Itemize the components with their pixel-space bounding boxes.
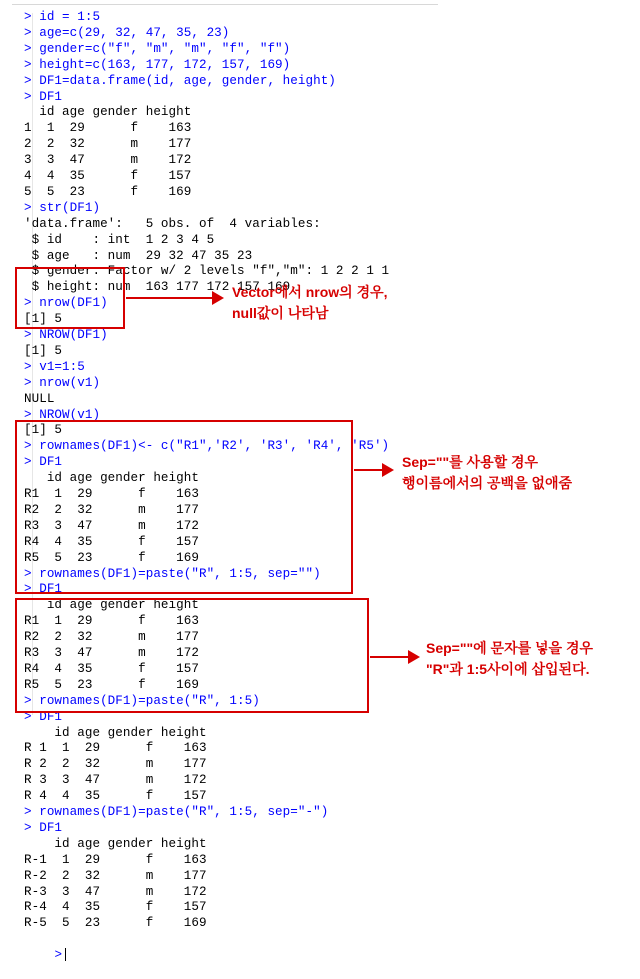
arrow-line-nrow xyxy=(126,297,214,299)
console-output-line: R2 2 32 m 177 xyxy=(24,630,199,645)
console-output-line: R3 3 47 m 172 xyxy=(24,518,199,533)
console-output-line: R 1 1 29 f 163 xyxy=(24,741,207,756)
console-output-line: R-3 3 47 m 172 xyxy=(24,884,207,899)
arrow-head-sep-dash xyxy=(408,650,420,664)
console-command-line: > DF1 xyxy=(24,820,63,835)
console-output-line: id age gender height xyxy=(24,725,207,740)
console-command-line: > NROW(DF1) xyxy=(24,328,108,342)
console-command-line: > rownames(DF1)=paste("R", 1:5) xyxy=(24,693,260,708)
console-output-line: R5 5 23 f 169 xyxy=(24,550,199,565)
console-command-line: > DF1=data.frame(id, age, gender, height) xyxy=(24,73,336,88)
highlight-box-sep-empty xyxy=(15,420,353,594)
console-output-line: R-5 5 23 f 169 xyxy=(24,916,207,931)
highlight-box-sep-dash xyxy=(15,598,369,713)
console-command-line: > nrow(DF1) xyxy=(24,296,108,311)
console-command-line: > age=c(29, 32, 47, 35, 23) xyxy=(24,25,230,40)
console-command-line: > id = 1:5 xyxy=(24,10,101,24)
annotation-nrow-vector: Vector에서 nrow의 경우, null값이 나타남 xyxy=(232,284,388,321)
console-output-line: [1] 5 xyxy=(24,343,63,358)
console-output-line: R2 2 32 m 177 xyxy=(24,502,199,517)
console-output-line: 1 1 29 f 163 xyxy=(24,121,192,136)
console-output-line: R3 3 47 m 172 xyxy=(24,646,199,660)
console-command-line: > rownames(DF1)=paste("R", 1:5, sep="-") xyxy=(24,805,329,819)
console-command-line: > DF1 xyxy=(24,582,63,597)
console-output-line: R-4 4 35 f 157 xyxy=(24,900,207,915)
console-command-line: > height=c(163, 177, 172, 157, 169) xyxy=(24,57,291,72)
console-command-line: > NROW(v1) xyxy=(24,407,101,422)
console-output-line: 3 3 47 m 172 xyxy=(24,153,192,168)
console-output-line: R-1 1 29 f 163 xyxy=(24,852,207,867)
console-output-line: R 4 4 35 f 157 xyxy=(24,789,207,804)
console-output-line: R5 5 23 f 169 xyxy=(24,677,199,692)
highlight-box-nrow-vector xyxy=(15,267,125,329)
console-output-line: R-2 2 32 m 177 xyxy=(24,868,207,883)
console-command-line: > DF1 xyxy=(24,709,63,724)
console-output-line: R1 1 29 f 163 xyxy=(24,487,199,501)
console-command-line: > rownames(DF1)=paste("R", 1:5, sep="") xyxy=(24,566,321,581)
console-output-line: R4 4 35 f 157 xyxy=(24,661,199,676)
console-output-line: R 3 3 47 m 172 xyxy=(24,773,207,788)
arrow-head-sep-empty xyxy=(382,463,394,477)
text-cursor xyxy=(65,948,66,961)
console-output-line: id age gender height xyxy=(24,105,192,120)
console-output-line: R 2 2 32 m 177 xyxy=(24,757,207,772)
console-output-line: $ age : num 29 32 47 35 23 xyxy=(24,248,253,263)
annotation-sep-empty: Sep=""를 사용할 경우 행이름에서의 공백을 없애줌 xyxy=(402,454,573,491)
console-output-line: R4 4 35 f 157 xyxy=(24,534,199,549)
console-command-line: > str(DF1) xyxy=(24,200,101,215)
console-command-line: > v1=1:5 xyxy=(24,359,85,374)
arrow-line-sep-empty xyxy=(354,469,384,471)
console-input-prompt[interactable] xyxy=(24,931,66,963)
annotation-sep-dash: Sep=""에 문자를 넣을 경우 "R"과 1:5사이에 삽입된다. xyxy=(426,640,593,677)
console-output-line: $ height: num 163 177 172 157 169 xyxy=(24,280,291,295)
console-output-line: 5 5 23 f 169 xyxy=(24,184,192,199)
console-command-line: > gender=c("f", "m", "m", "f", "f") xyxy=(24,41,291,56)
console-output-line: 2 2 32 m 177 xyxy=(24,137,192,152)
console-output-line: NULL xyxy=(24,391,55,406)
console-output-line: R1 1 29 f 163 xyxy=(24,614,199,629)
console-output-line: $ id : int 1 2 3 4 5 xyxy=(24,232,215,247)
console-output-line: 'data.frame': 5 obs. of 4 variables: xyxy=(24,216,321,231)
arrow-line-sep-dash xyxy=(370,656,410,658)
console-command-line: > rownames(DF1)<- c("R1",'R2', 'R3', 'R4', 'R5') xyxy=(24,439,390,454)
console-output-line: id age gender height xyxy=(24,836,207,851)
console-command-line: > DF1 xyxy=(24,455,63,470)
arrow-head-nrow xyxy=(212,291,224,305)
console-output-line: 4 4 35 f 157 xyxy=(24,169,192,183)
console-command-line: > DF1 xyxy=(24,89,63,104)
prompt-symbol: > xyxy=(54,948,63,963)
console-output-line: [1] 5 xyxy=(24,423,63,438)
console-output-line: id age gender height xyxy=(24,598,199,613)
console-command-line: > nrow(v1) xyxy=(24,375,101,390)
console-output-line: [1] 5 xyxy=(24,312,63,327)
console-output-line: $ gender: Factor w/ 2 levels "f","m": 1 2 2 1 1 xyxy=(24,264,390,279)
console-output-line: id age gender height xyxy=(24,471,199,486)
